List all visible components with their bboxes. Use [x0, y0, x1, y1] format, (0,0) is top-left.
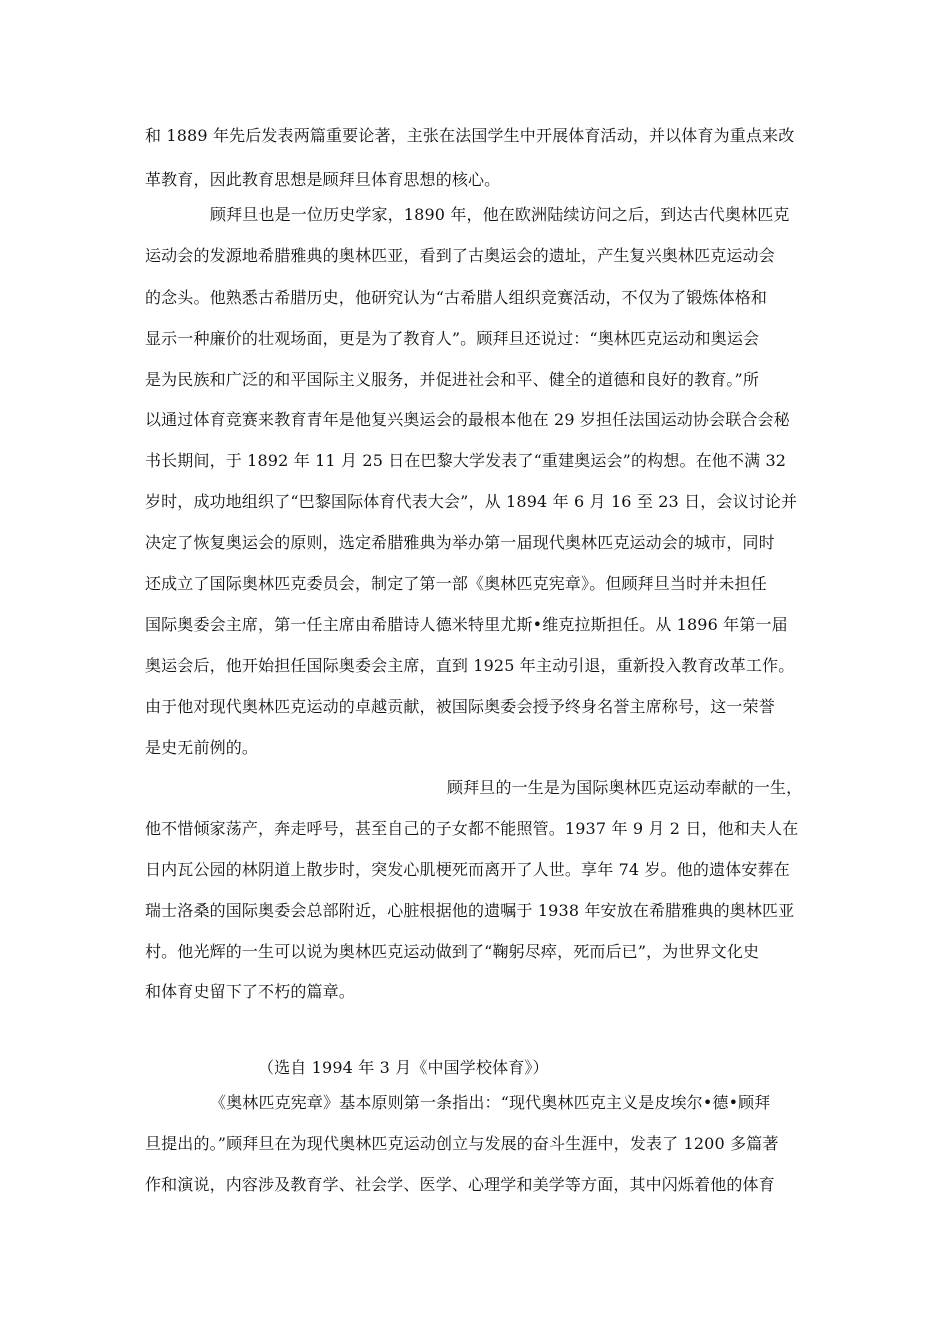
text-line: 和体育史留下了不朽的篇章。 [145, 982, 355, 1001]
text-line: 的念头。他熟悉古希腊历史，他研究认为“古希腊人组织竞赛活动，不仅为了锻炼体格和 [145, 288, 768, 307]
text-line: 《奥林匹克宪章》基本原则第一条指出：“现代奥林匹克主义是皮埃尔•德•顾拜 [210, 1093, 771, 1112]
text-line: 岁时，成功地组织了“巴黎国际体育代表大会”，从 1894 年 6 月 16 至 23 日，会议讨论并 [145, 492, 798, 511]
text-line: 是为民族和广泛的和平国际主义服务，并促进社会和平、健全的道德和良好的教育。”所 [145, 370, 760, 389]
text-line: 是史无前例的。 [145, 738, 259, 757]
text-line: 还成立了国际奥林匹克委员会，制定了第一部《奥林匹克宪章》。但顾拜旦当时并未担任 [145, 574, 767, 593]
text-line: 顾拜旦也是一位历史学家，1890 年，他在欧洲陆续访问之后，到达古代奥林匹克 [210, 205, 790, 224]
text-line: 运动会的发源地希腊雅典的奥林匹亚，看到了古奥运会的遗址，产生复兴奥林匹克运动会 [145, 246, 775, 265]
text-line: 显示一种廉价的壮观场面，更是为了教育人”。顾拜旦还说过：“奥林匹克运动和奥运会 [145, 329, 760, 348]
text-line: 决定了恢复奥运会的原则，选定希腊雅典为举办第一届现代奥林匹克运动会的城市，同时 [145, 533, 775, 552]
text-line: 村。他光辉的一生可以说为奥林匹克运动做到了“鞠躬尽瘁，死而后已”，为世界文化史 [145, 942, 760, 961]
text-line: 顾拜旦的一生是为国际奥林匹克运动奉献的一生， [447, 778, 803, 797]
text-line: 旦提出的。”顾拜旦在为现代奥林匹克运动创立与发展的奋斗生涯中，发表了 1200 多篇著 [145, 1134, 779, 1153]
text-line: 国际奥委会主席，第一任主席由希腊诗人德米特里尤斯•维克拉斯担任。从 1896 年第一届 [145, 615, 788, 634]
text-line: 作和演说，内容涉及教育学、社会学、医学、心理学和美学等方面，其中闪烁着他的体育 [145, 1175, 775, 1194]
text-line: 由于他对现代奥林匹克运动的卓越贡献，被国际奥委会授予终身名誉主席称号，这一荣誉 [145, 697, 775, 716]
text-line: 和 1889 年先后发表两篇重要论著，主张在法国学生中开展体育活动，并以体育为重点来改 [145, 126, 795, 145]
text-line: 书长期间，于 1892 年 11 月 25 日在巴黎大学发表了“重建奥运会”的构想。在他不满 32 [145, 451, 787, 470]
text-line: 他不惜倾家荡产，奔走呼号，甚至自己的子女都不能照管。1937 年 9 月 2 日，他和夫人在 [145, 819, 799, 838]
source-citation: （选自 1994 年 3 月《中国学校体育》） [258, 1058, 549, 1077]
text-line: 以通过体育竞赛来教育青年是他复兴奥运会的最根本他在 29 岁担任法国运动协会联合会秘 [145, 410, 790, 429]
text-line: 瑞士洛桑的国际奥委会总部附近，心脏根据他的遗嘱于 1938 年安放在希腊雅典的奥林匹亚 [145, 901, 795, 920]
text-line: 奥运会后，他开始担任国际奥委会主席，直到 1925 年主动引退，重新投入教育改革工作。 [145, 656, 795, 675]
text-line: 革教育，因此教育思想是顾拜旦体育思想的核心。 [145, 170, 501, 189]
text-line: 日内瓦公园的林阴道上散步时，突发心肌梗死而离开了人世。享年 74 岁。他的遗体安葬在 [145, 860, 790, 879]
